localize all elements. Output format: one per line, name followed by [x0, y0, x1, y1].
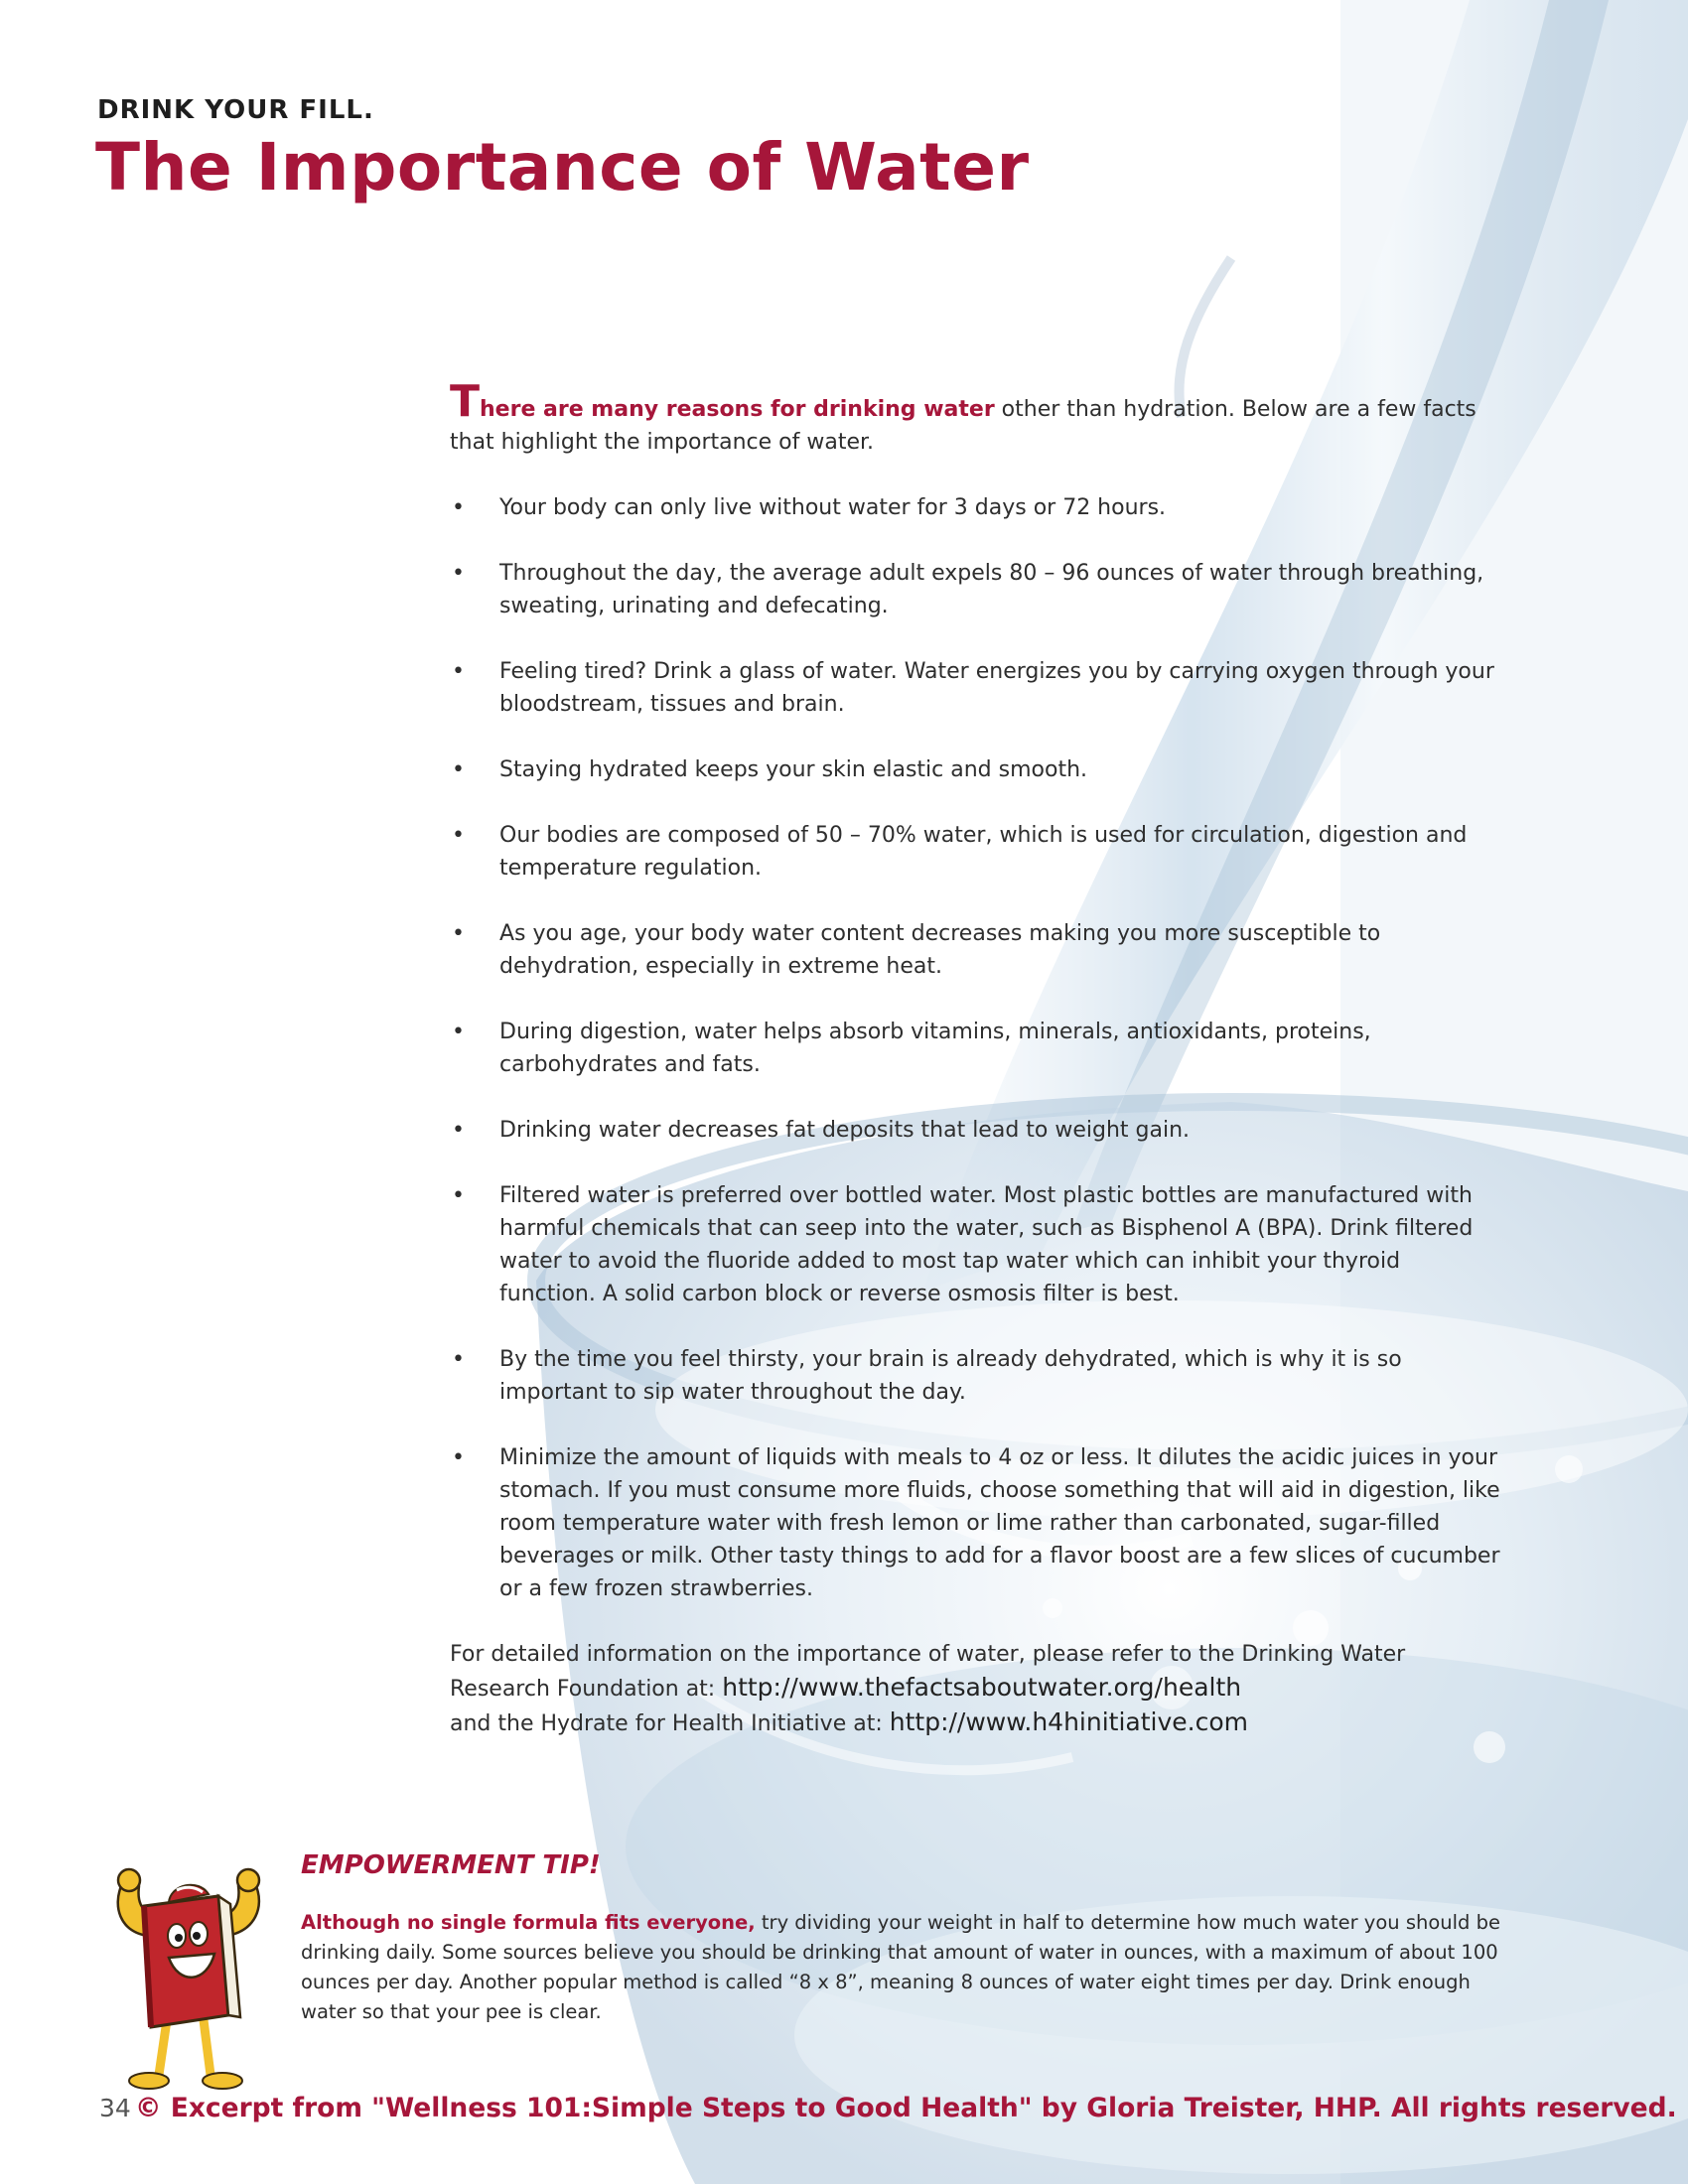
- tip-title: EMPOWERMENT TIP!: [301, 1850, 601, 1880]
- bullet-icon: •: [452, 1020, 465, 1044]
- fact-text: Throughout the day, the average adult expels 80 – 96 ounces of water through breathing, sweating, urinating and defecating.: [499, 561, 1484, 618]
- fact-item: [450, 1343, 1502, 1409]
- intro-paragraph: [450, 376, 1502, 459]
- fact-item: [450, 655, 1502, 721]
- fact-text: Your body can only live without water for 3 days or 72 hours.: [499, 495, 1167, 520]
- fact-item: [450, 491, 1502, 524]
- copyright-notice: © Excerpt from "Wellness 101:Simple Steps to Good Health" by Gloria Treister, HHP. All rights reserved.: [135, 2093, 1677, 2123]
- fact-item: [450, 1016, 1502, 1081]
- bullet-icon: •: [452, 659, 465, 684]
- bullet-icon: •: [452, 921, 465, 946]
- facts-about-water-link[interactable]: http://www.thefactsaboutwater.org/health: [722, 1673, 1242, 1702]
- references-paragraph: [450, 1638, 1502, 1740]
- fact-text: During digestion, water helps absorb vitamins, minerals, antioxidants, proteins, carbohydrates and fats.: [499, 1020, 1371, 1077]
- drop-cap: T: [450, 376, 481, 427]
- fact-text: Our bodies are composed of 50 – 70% water, which is used for circulation, digestion and temperature regulation.: [499, 823, 1468, 881]
- fact-text: As you age, your body water content decreases making you more susceptible to dehydration, especially in extreme heat.: [499, 921, 1381, 979]
- fact-text: Feeling tired? Drink a glass of water. Water energizes you by carrying oxygen through your bloodstream, tissues and brain.: [499, 659, 1494, 717]
- intro-lead: here are many reasons for drinking water: [480, 397, 995, 422]
- reference-text-1: For detailed information on the importance of water, please refer to the Drinking Water Research Foundation at:: [450, 1642, 1406, 1702]
- section-kicker: DRINK YOUR FILL.: [97, 95, 374, 125]
- fact-text: By the time you feel thirsty, your brain is already dehydrated, which is why it is so important to sip water throughout the day.: [499, 1347, 1402, 1405]
- tip-body: [301, 1908, 1512, 2027]
- fact-item: [450, 753, 1502, 786]
- book-mascot-icon: [99, 1846, 278, 2095]
- intro-text: other than hydration. Below are a few facts that highlight the importance of water.: [450, 397, 1477, 455]
- fact-item: [450, 917, 1502, 983]
- fact-text: Filtered water is preferred over bottled water. Most plastic bottles are manufactured with harmful chemicals that can seep into the water, such as Bisphenol A (BPA). Drink filtered water to avoid the fluoride added to most tap water which can inhibit your thyroid function. A solid carbon block or reverse osmosis filter is best.: [499, 1183, 1474, 1306]
- main-content: [450, 376, 1502, 1740]
- page-number: 34: [99, 2094, 131, 2122]
- fact-text: Staying hydrated keeps your skin elastic and smooth.: [499, 757, 1088, 782]
- bullet-icon: •: [452, 561, 465, 586]
- reference-text-2: and the Hydrate for Health Initiative at:: [450, 1711, 883, 1736]
- bullet-icon: •: [452, 823, 465, 848]
- fact-item: [450, 1441, 1502, 1605]
- fact-item: [450, 819, 1502, 885]
- tip-text: try dividing your weight in half to determine how much water you should be drinking daily. Some sources believe you should be drinking that amount of water in ounces, with a maximum of about 100 ounces per day. Another popular method is called “8 x 8”, meaning 8 ounces of water eight times per day. Drink enough water so that your pee is clear.: [301, 1911, 1501, 2023]
- bullet-icon: •: [452, 495, 465, 520]
- page-title: The Importance of Water: [95, 129, 1030, 205]
- fact-text: Minimize the amount of liquids with meals to 4 oz or less. It dilutes the acidic juices in your stomach. If you must consume more fluids, choose something that will aid in digestion, like room temperature water with fresh lemon or lime rather than carbonated, sugar-filled beverages or milk. Other tasty things to add for a flavor boost are a few slices of cucumber or a few frozen strawberries.: [499, 1445, 1500, 1601]
- bullet-icon: •: [452, 1347, 465, 1372]
- bullet-icon: •: [452, 1445, 465, 1470]
- fact-item: [450, 557, 1502, 622]
- bullet-icon: •: [452, 757, 465, 782]
- tip-lead: Although no single formula fits everyone,: [301, 1911, 756, 1934]
- fact-item: [450, 1179, 1502, 1310]
- fact-text: Drinking water decreases fat deposits that lead to weight gain.: [499, 1118, 1191, 1143]
- bullet-icon: •: [452, 1183, 465, 1208]
- bullet-icon: •: [452, 1118, 465, 1143]
- empowerment-tip: [301, 1850, 1512, 2027]
- h4h-initiative-link[interactable]: http://www.h4hinitiative.com: [889, 1707, 1248, 1736]
- fact-item: [450, 1114, 1502, 1147]
- facts-list: [450, 491, 1502, 1605]
